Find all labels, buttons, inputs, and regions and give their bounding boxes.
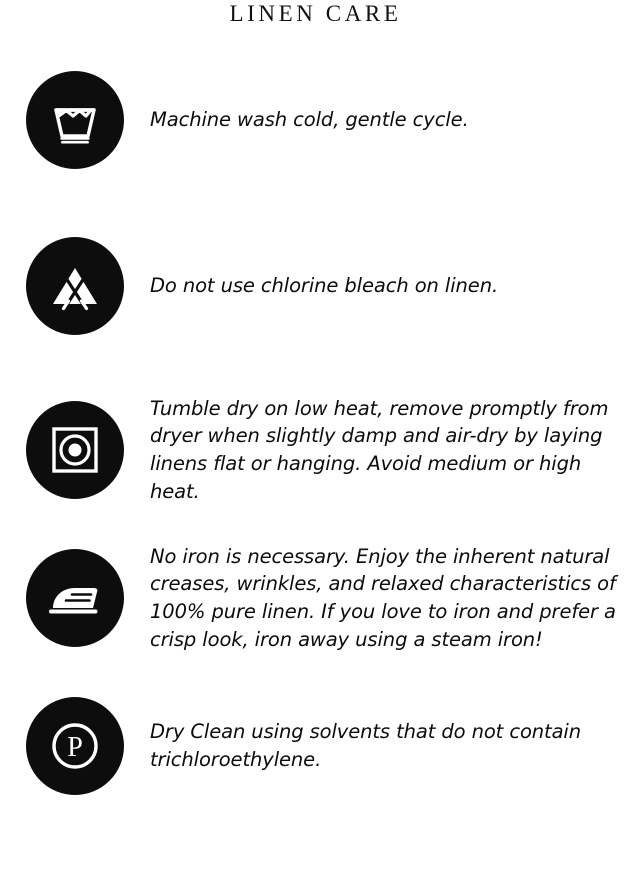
icon-cell bbox=[0, 237, 150, 335]
text-cell bbox=[150, 71, 631, 169]
care-instruction-text: No iron is necessary. Enjoy the inherent natural creases, wrinkles, and relaxed characteristics of 100% pure linen. If you love to iron and prefer a crisp look, iron away using a steam iron! bbox=[150, 544, 616, 651]
text-cell bbox=[150, 697, 631, 795]
care-instruction-row bbox=[0, 697, 631, 801]
icon-cell bbox=[0, 697, 150, 795]
dry-clean-p-icon bbox=[26, 697, 124, 795]
care-instruction-text: Tumble dry on low heat, remove promptly from dryer when slightly damp and air-dry by laying linens flat or hanging. Avoid medium or high heat. bbox=[150, 396, 609, 503]
svg-text:P: P bbox=[67, 732, 83, 763]
care-instruction-text: Machine wash cold, gentle cycle. bbox=[150, 108, 469, 132]
care-instruction-row bbox=[0, 71, 631, 175]
do-not-bleach-icon bbox=[26, 237, 124, 335]
icon-cell bbox=[0, 549, 150, 647]
care-instruction-text: Dry Clean using solvents that do not contain trichloroethylene. bbox=[150, 720, 582, 771]
icon-cell bbox=[0, 401, 150, 499]
care-instruction-list bbox=[0, 71, 631, 801]
iron-icon bbox=[26, 549, 124, 647]
care-instruction-row bbox=[0, 544, 631, 653]
machine-wash-icon bbox=[26, 71, 124, 169]
tumble-dry-low-icon bbox=[26, 401, 124, 499]
text-cell bbox=[150, 544, 631, 651]
care-instruction-row bbox=[0, 396, 631, 505]
care-instruction-row bbox=[0, 237, 631, 341]
page-title: LINEN CARE bbox=[229, 1, 402, 26]
icon-cell bbox=[0, 71, 150, 169]
care-instruction-text: Do not use chlorine bleach on linen. bbox=[150, 274, 499, 298]
text-cell bbox=[150, 396, 631, 503]
text-cell bbox=[150, 237, 631, 335]
